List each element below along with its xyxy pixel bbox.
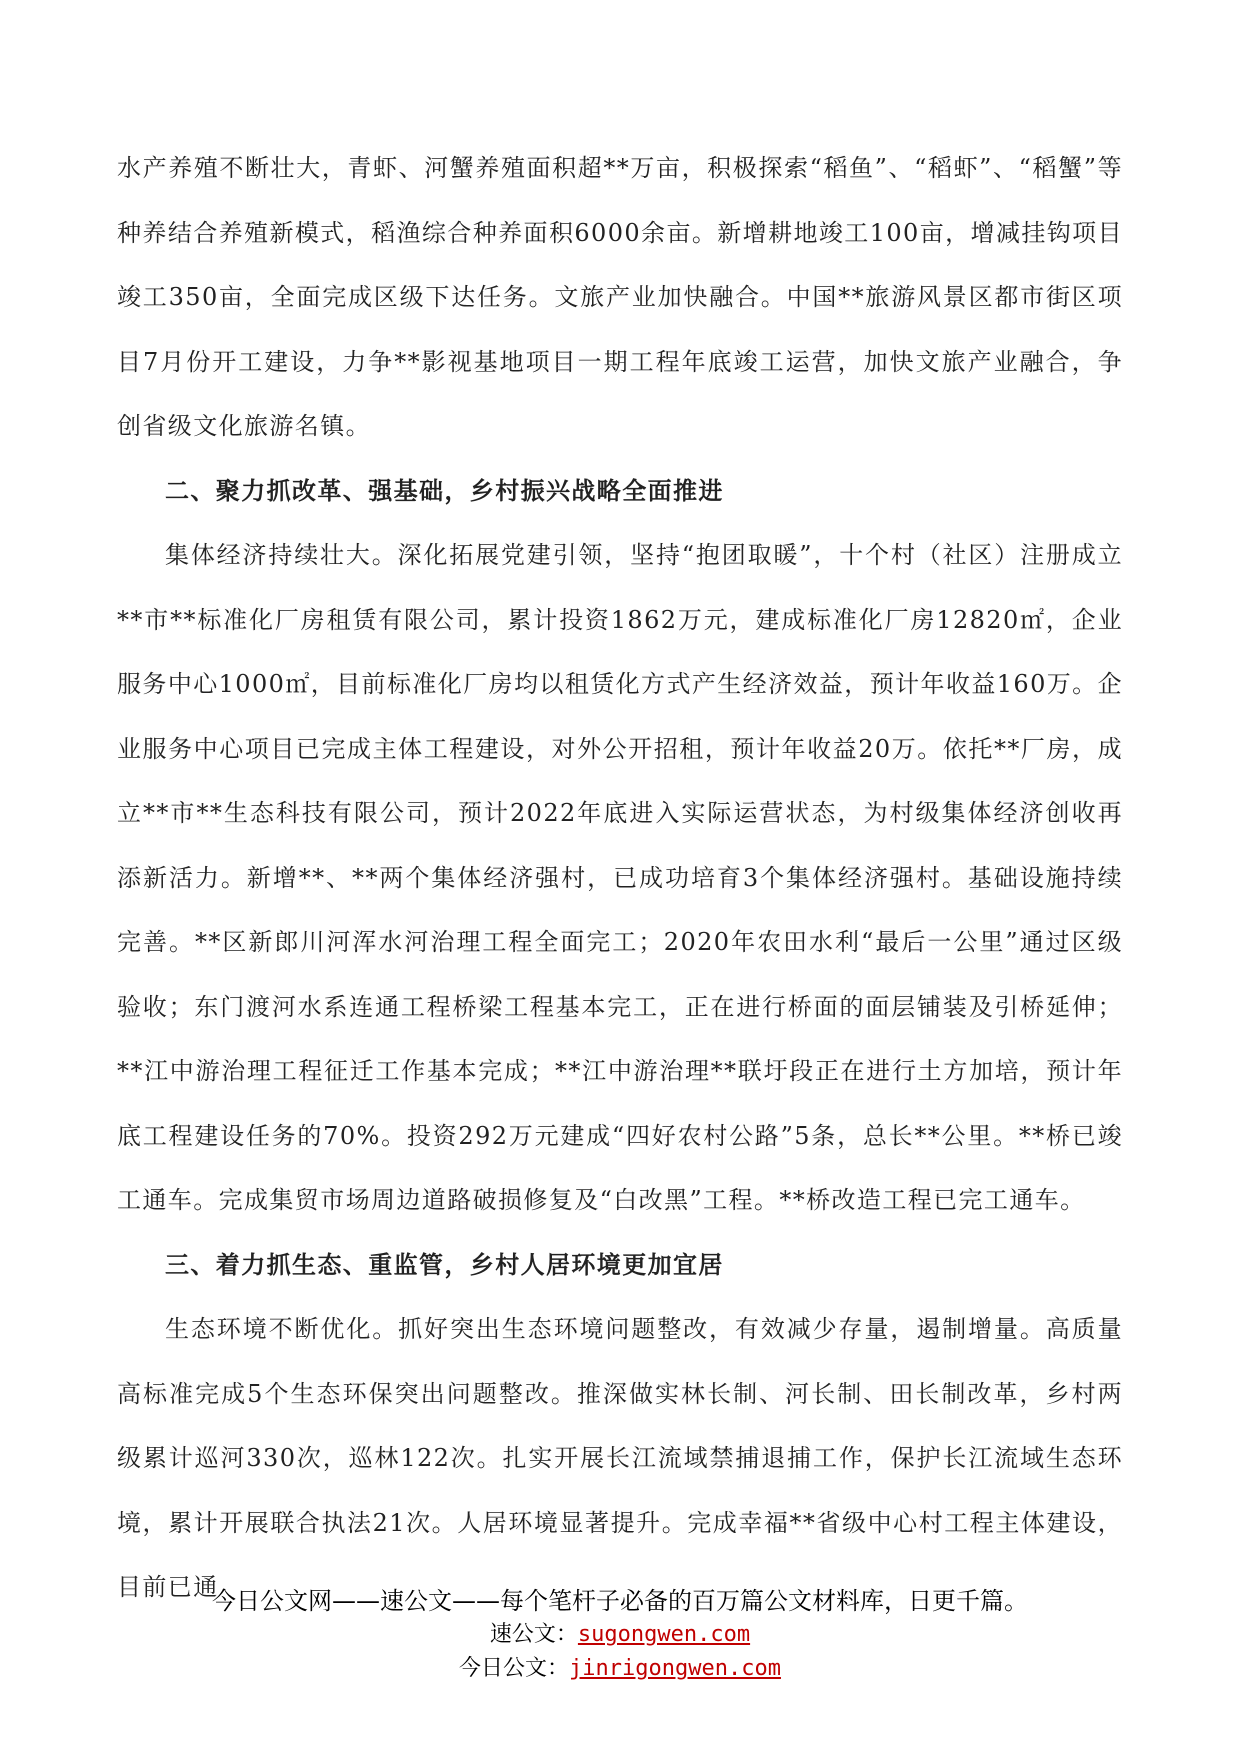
paragraph-collective-economy: 集体经济持续壮大。深化拓展党建引领，坚持“抱团取暖”，十个村（社区）注册成立**市**标准化厂房租赁有限公司，累计投资1862万元，建成标准化厂房12820㎡，企业服务中心1000㎡，目前标准化厂房均以租赁化方式产生经济效益，预计年收益160万。企业服务中心项目已完成主体工程建设，对外公开招租，预计年收益20万。依托**厂房，成立**市**生态科技有限公司，预计2022年底进入实际运营状态，为村级集体经济创收再添新活力。新增**、**两个集体经济强村，已成功培育3个集体经济强村。基础设施持续完善。**区新郎川河浑水河治理工程全面完工；2020年农田水利“最后一公里”通过区级验收；东门渡河水系连通工程桥梁工程基本完工，正在进行桥面的面层铺装及引桥延伸；**江中游治理工程征迁工作基本完成；**江中游治理**联圩段正在进行土方加培，预计年底工程建设任务的70%。投资292万元建成“四好农村公路”5条，总长**公里。**桥已竣工通车。完成集贸市场周边道路破损修复及“白改黑”工程。**桥改造工程已完工通车。 xyxy=(117,541,1123,1214)
document-body xyxy=(117,136,1123,1620)
footer-line-sugongwen xyxy=(0,1618,1240,1652)
footer-slogan: 今日公文网——速公文——每个笔杆子必备的百万篇公文材料库，日更千篇。 xyxy=(212,1587,1028,1615)
section-heading-2: 二、聚力抓改革、强基础，乡村振兴战略全面推进 xyxy=(165,475,724,505)
paragraph-fisheries: 水产养殖不断壮大，青虾、河蟹养殖面积超**万亩，积极探索“稻鱼”、“稻虾”、“稻蟹”等种养结合养殖新模式，稻渔综合种养面积6000余亩。新增耕地竣工100亩，增减挂钩项目竣工350亩，全面完成区级下达任务。文旅产业加快融合。中国**旅游风景区都市街区项目7月份开工建设，力争**影视基地项目一期工程年底竣工运营，加快文旅产业融合，争创省级文化旅游名镇。 xyxy=(117,154,1123,440)
footer-label-jinrigongwen: 今日公文： xyxy=(459,1656,570,1681)
paragraph-ecology: 生态环境不断优化。抓好突出生态环境问题整改，有效减少存量，遏制增量。高质量高标准完成5个生态环保突出问题整改。推深做实林长制、河长制、田长制改革，乡村两级累计巡河330次，巡林122次。扎实开展长江流域禁捕退捕工作，保护长江流域生态环境，累计开展联合执法21次。人居环境显著提升。完成幸福**省级中心村工程主体建设，目前已通 xyxy=(117,1315,1123,1601)
sugongwen-link[interactable]: sugongwen.com xyxy=(577,1622,751,1647)
footer-label-sugongwen: 速公文： xyxy=(489,1622,578,1647)
section-heading-3: 三、着力抓生态、重监管，乡村人居环境更加宜居 xyxy=(165,1249,724,1279)
footer-line-jinrigongwen xyxy=(0,1652,1240,1686)
footer-watermark xyxy=(0,1584,1240,1686)
jinrigongwen-link[interactable]: jinrigongwen.com xyxy=(569,1656,781,1681)
